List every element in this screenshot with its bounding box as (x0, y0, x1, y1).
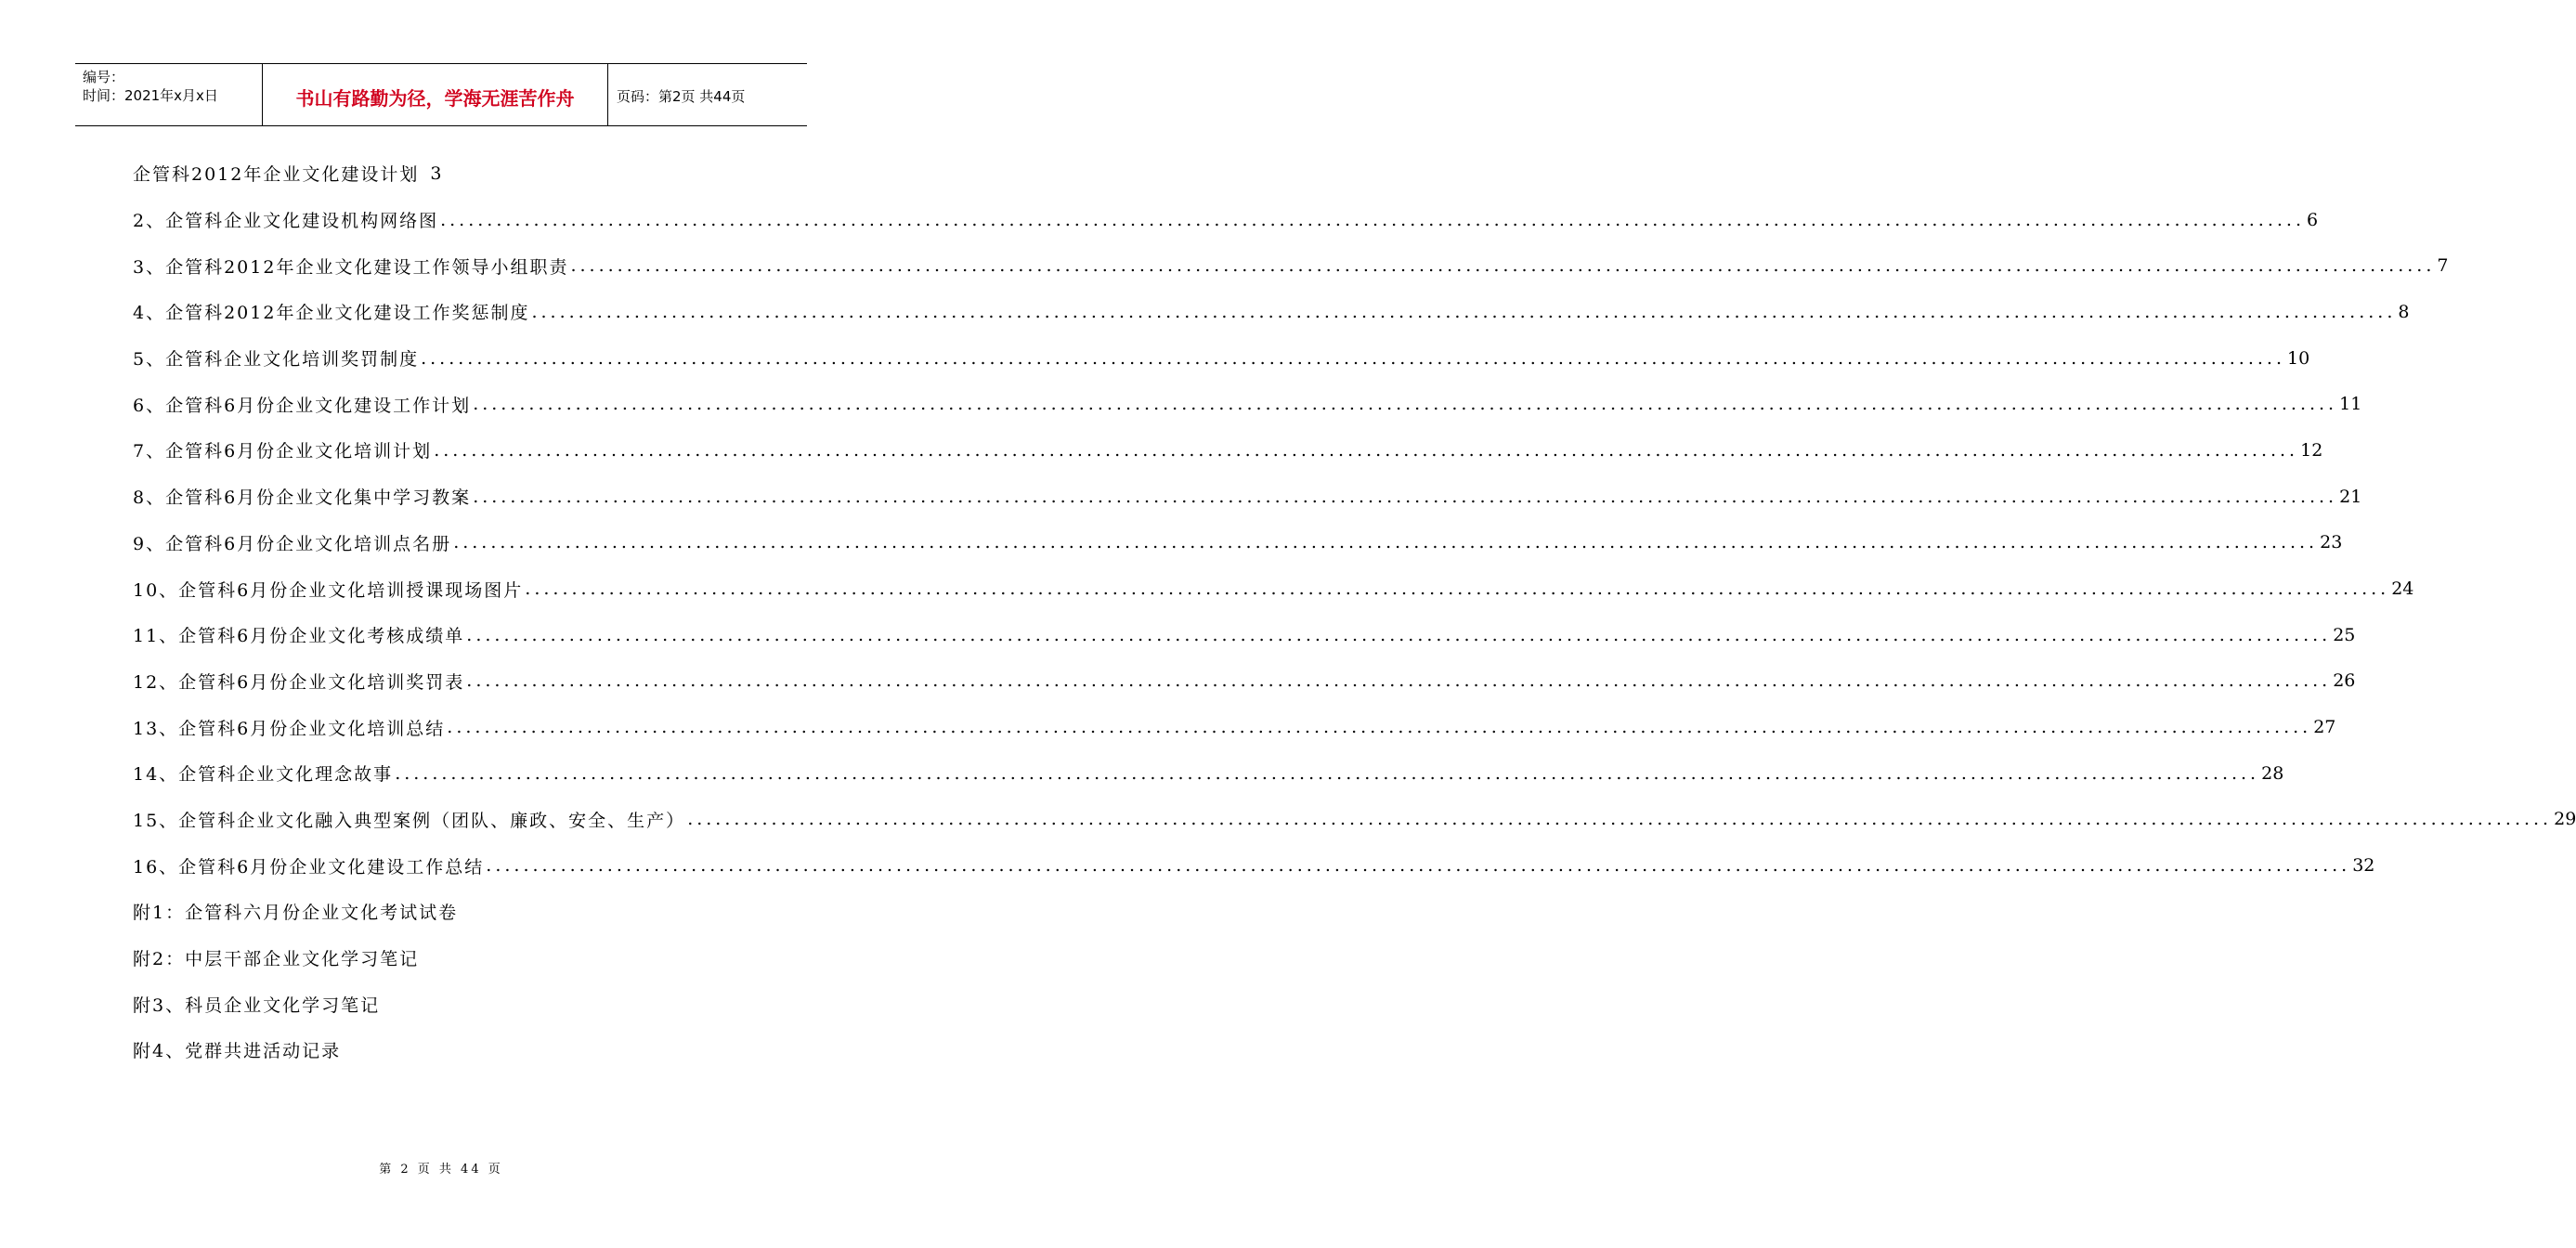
toc-entry-title: 6、企管科6月份企业文化建设工作计划 (133, 395, 472, 416)
header-meta (83, 68, 218, 105)
toc-leader-dots: ........................................................................................................................................................................................................ (440, 209, 2306, 230)
toc-leader-dots: ........................................................................................................................................................................................................ (531, 301, 2397, 322)
toc-entry-title: 12、企管科6月份企业文化培训奖罚表 (133, 671, 465, 693)
toc-leader-dots: ........................................................................................................................................................................................................ (421, 347, 2286, 369)
toc-entry-page: 11 (2339, 394, 2362, 415)
toc-entry-title: 16、企管科6月份企业文化建设工作总结 (133, 856, 485, 878)
toc-entry-title: 15、企管科企业文化融入典型案例（团队、廉政、安全、生产） (133, 810, 686, 831)
toc-appendix[interactable] (133, 981, 750, 1027)
toc-leader-dots: ........................................................................................................................................................................................................ (473, 486, 2338, 507)
toc-entry[interactable] (133, 612, 2356, 658)
page-footer: 第 2 页 共 44 页 (379, 1163, 503, 1176)
toc-entry[interactable] (133, 750, 2284, 797)
toc-entry[interactable] (133, 520, 2343, 566)
toc-leader-dots: ........................................................................................................................................................................................................ (395, 762, 2260, 784)
toc-appendix-title: 附1：企管科六月份企业文化考试试卷 (133, 903, 459, 924)
toc-entry[interactable] (133, 658, 2356, 705)
toc-entry-page: 8 (2398, 301, 2410, 322)
toc-entry[interactable] (133, 289, 2410, 335)
toc-entry-title: 10、企管科6月份企业文化培训授课现场图片 (133, 579, 524, 601)
toc-entry-title: 11、企管科6月份企业文化考核成绩单 (133, 626, 465, 647)
toc-entry-page: 21 (2339, 486, 2362, 507)
toc-entry-page: 29 (2554, 809, 2576, 830)
toc-entry-page: 23 (2320, 532, 2343, 553)
toc-leader-dots: ........................................................................................................................................................................................................ (687, 809, 2553, 830)
toc-leader-dots: ........................................................................................................................................................................................................ (434, 439, 2299, 461)
toc-entry[interactable] (133, 197, 2319, 243)
toc-entry-title: 8、企管科6月份企业文化集中学习教案 (133, 488, 472, 509)
toc-entry[interactable] (133, 797, 2576, 843)
time-label: 时间：2021年x月x日 (83, 87, 218, 104)
toc-entry-page: 26 (2333, 670, 2356, 692)
toc-entry-page: 7 (2437, 255, 2449, 277)
toc-appendix[interactable] (133, 935, 750, 982)
toc-appendix[interactable] (133, 889, 750, 935)
toc-leader-dots: ........................................................................................................................................................................................................ (466, 670, 2332, 692)
table-of-contents (133, 150, 2576, 1073)
toc-leader-dots: ........................................................................................................................................................................................................ (473, 394, 2338, 415)
toc-entry-title: 9、企管科6月份企业文化培训点名册 (133, 533, 452, 554)
toc-entry-title: 2、企管科企业文化建设机构网络图 (133, 211, 439, 232)
toc-entry-page: 27 (2313, 717, 2336, 738)
toc-entry-list (133, 197, 2576, 889)
toc-leader-dots: ........................................................................................................................................................................................................ (453, 532, 2319, 553)
toc-appendix[interactable] (133, 1027, 750, 1073)
header-divider (607, 64, 608, 125)
toc-first-line[interactable] (133, 150, 750, 197)
toc-leader-dots: ........................................................................................................................................................................................................ (486, 855, 2351, 877)
toc-entry-title: 5、企管科企业文化培训奖罚制度 (133, 349, 420, 370)
toc-entry-title: 14、企管科企业文化理念故事 (133, 764, 394, 786)
toc-entry-page: 25 (2333, 624, 2356, 645)
toc-entry[interactable] (133, 842, 2375, 889)
toc-entry[interactable] (133, 335, 2310, 382)
toc-entry-page: 12 (2300, 439, 2323, 461)
toc-entry[interactable] (133, 242, 2449, 289)
toc-entry-page: 28 (2261, 762, 2284, 784)
toc-entry-title: 企管科2012年企业文化建设计划 (133, 164, 420, 186)
toc-entry-title: 4、企管科2012年企业文化建设工作奖惩制度 (133, 303, 530, 324)
toc-appendix-title: 附4、党群共进活动记录 (133, 1041, 342, 1062)
toc-leader-dots: ........................................................................................................................................................................................................ (570, 255, 2436, 277)
toc-entry-title: 13、企管科6月份企业文化培训总结 (133, 718, 446, 739)
toc-appendix-list (133, 889, 750, 1073)
toc-entry-page: 6 (2307, 209, 2319, 230)
toc-entry-title: 7、企管科6月份企业文化培训计划 (133, 441, 433, 462)
toc-entry[interactable] (133, 474, 2362, 520)
toc-entry-page: 10 (2287, 347, 2310, 369)
toc-appendix-title: 附2：中层干部企业文化学习笔记 (133, 949, 420, 970)
page-header (75, 63, 807, 126)
toc-entry-page: 3 (430, 162, 442, 184)
header-page-label: 页码：第2页 共44页 (617, 88, 746, 105)
toc-leader-dots: ........................................................................................................................................................................................................ (447, 717, 2312, 738)
toc-entry[interactable] (133, 381, 2362, 427)
toc-entry[interactable] (133, 427, 2323, 474)
number-label: 编号： (83, 69, 125, 85)
toc-leader-dots: ........................................................................................................................................................................................................ (466, 624, 2332, 645)
header-motto: 书山有路勤为径，学海无涯苦作舟 (295, 87, 575, 110)
toc-entry-page: 24 (2391, 578, 2414, 600)
toc-appendix-title: 附3、科员企业文化学习笔记 (133, 994, 381, 1016)
toc-leader-dots: ........................................................................................................................................................................................................ (525, 578, 2390, 600)
toc-entry-page: 32 (2352, 855, 2375, 877)
toc-entry-title: 3、企管科2012年企业文化建设工作领导小组职责 (133, 256, 569, 278)
toc-entry[interactable] (133, 566, 2414, 612)
toc-entry[interactable] (133, 704, 2336, 750)
